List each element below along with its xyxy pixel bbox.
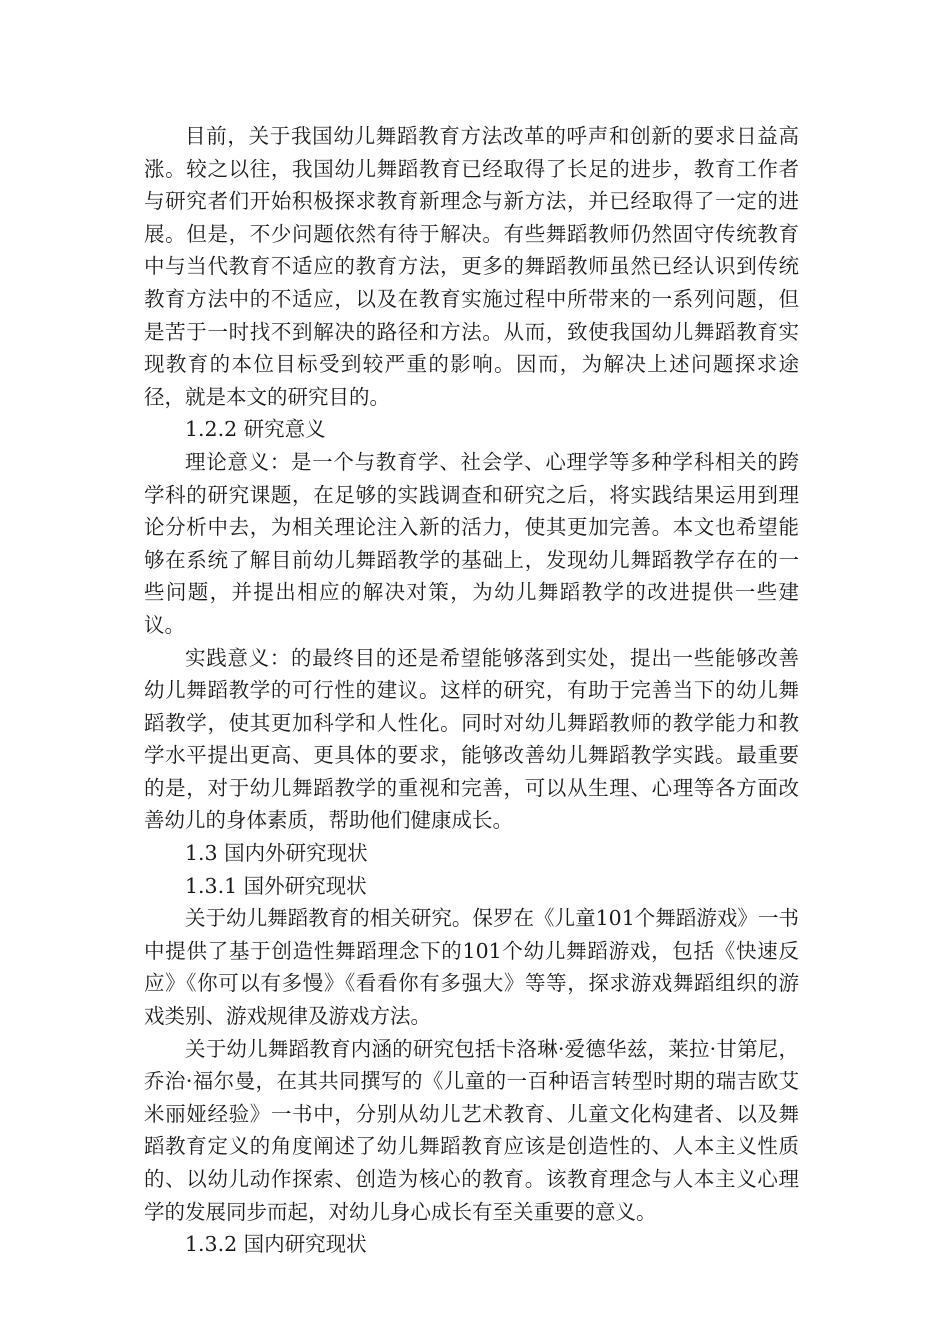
document-body — [144, 120, 799, 1261]
section-heading-1-3-2: 1.3.2 国内研究现状 — [185, 1232, 367, 1257]
paragraph-foreign-research-games: 关于幼儿舞蹈教育的相关研究。保罗在《儿童101个舞蹈游戏》一书中提供了基于创造性舞蹈理念下的101个幼儿舞蹈游戏，包括《快速反应》《你可以有多慢》《看看你有多强大》等等，探求游戏舞蹈组织的游戏类别、游戏规律及游戏方法。 — [144, 906, 799, 1029]
paragraph-foreign-research-connotation: 关于幼儿舞蹈教育内涵的研究包括卡洛琳·爱德华兹，莱拉·甘第尼，乔治·福尔曼，在其共同撰写的《儿童的一百种语言转型时期的瑞吉欧艾米丽娅经验》一书中，分别从幼儿艺术教育、儿童文化构建者、以及舞蹈教育定义的角度阐述了幼儿舞蹈教育应该是创造性的、人本主义性质的、以幼儿动作探索、创造为核心的教育。该教育理念与人本主义心理学的发展同步而起，对幼儿身心成长有至关重要的意义。 — [144, 1036, 799, 1224]
paragraph-research-purpose: 目前，关于我国幼儿舞蹈教育方法改革的呼声和创新的要求日益高涨。较之以往，我国幼儿舞蹈教育已经取得了长足的进步，教育工作者与研究者们开始积极探求教育新理念与新方法，并已经取得了一定的进展。但是，不少问题依然有待于解决。有些舞蹈教师仍然固守传统教育中与当代教育不适应的教育方法，更多的舞蹈教师虽然已经认识到传统教育方法中的不适应，以及在教育实施过程中所带来的一系列问题，但是苦于一时找不到解决的路径和方法。从而，致使我国幼儿舞蹈教育实现教育的本位目标受到较严重的影响。因而，为解决上述问题探求途径，就是本文的研究目的。 — [144, 124, 799, 409]
section-heading-1-2-2: 1.2.2 研究意义 — [185, 417, 326, 442]
section-heading-1-3: 1.3 国内外研究现状 — [185, 841, 368, 866]
section-heading-1-3-1: 1.3.1 国外研究现状 — [185, 873, 367, 898]
paragraph-practical-significance: 实践意义：的最终目的还是希望能够落到实处，提出一些能够改善幼儿舞蹈教学的可行性的建议。这样的研究，有助于完善当下的幼儿舞蹈教学，使其更加科学和人性化。同时对幼儿舞蹈教师的教学能力和教学水平提出更高、更具体的要求，能够改善幼儿舞蹈教学实践。最重要的是，对于幼儿舞蹈教学的重视和完善，可以从生理、心理等各方面改善幼儿的身体素质，帮助他们健康成长。 — [144, 645, 799, 833]
paragraph-theoretical-significance: 理论意义：是一个与教育学、社会学、心理学等多种学科相关的跨学科的研究课题，在足够的实践调查和研究之后，将实践结果运用到理论分析中去，为相关理论注入新的活力，使其更加完善。本文也希望能够在系统了解目前幼儿舞蹈教学的基础上，发现幼儿舞蹈教学存在的一些问题，并提出相应的解决对策，为幼儿舞蹈教学的改进提供一些建议。 — [144, 449, 799, 637]
